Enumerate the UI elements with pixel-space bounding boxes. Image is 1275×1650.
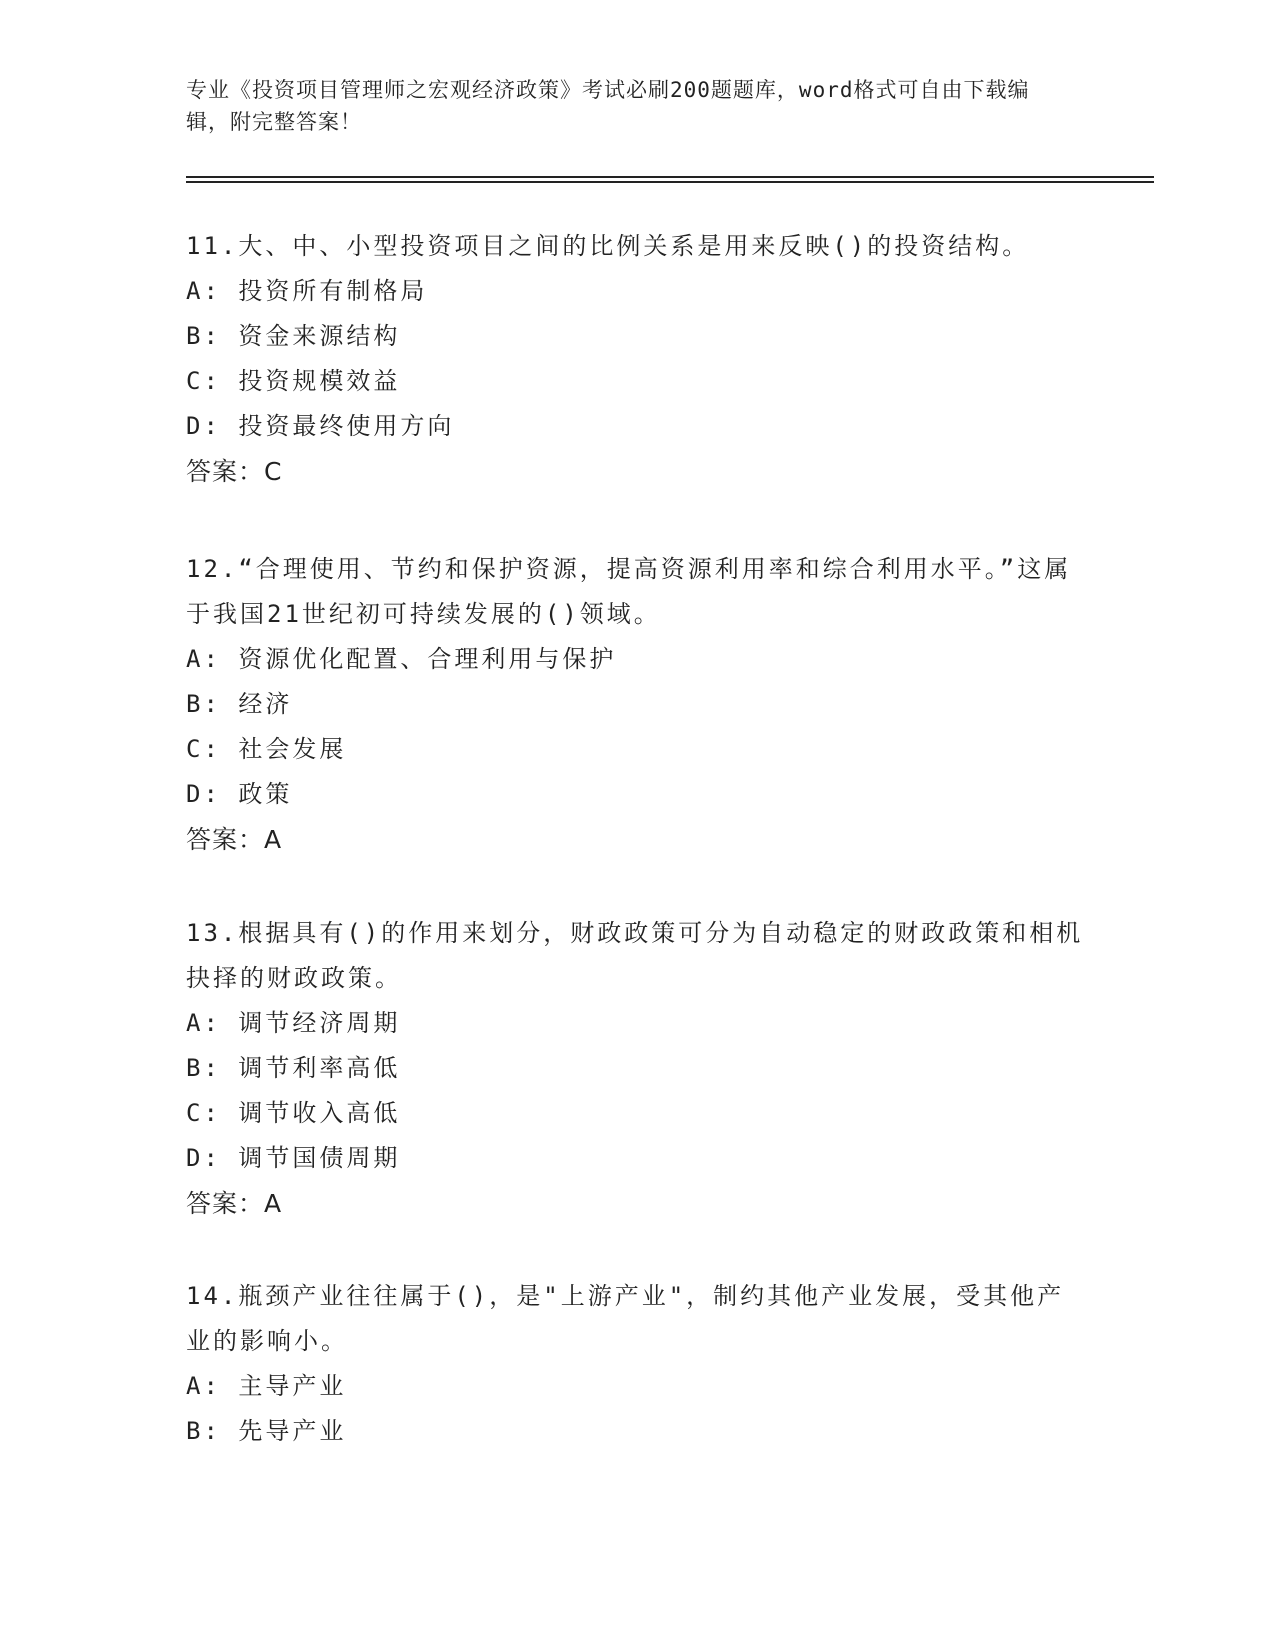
answer: 答案：A: [186, 825, 283, 854]
option-a: A: 资源优化配置、合理利用与保护: [186, 645, 617, 673]
question-stem: 14.瓶颈产业往往属于()，是"上游产业"，制约其他产业发展，受其他产业的影响小。: [186, 1282, 1065, 1355]
option-b: B: 资金来源结构: [186, 322, 401, 350]
option-a: A: 投资所有制格局: [186, 277, 428, 305]
header-divider-bottom: [186, 181, 1154, 183]
option-d: D: 政策: [186, 780, 293, 808]
option-b: B: 先导产业: [186, 1417, 347, 1445]
option-a: A: 主导产业: [186, 1372, 347, 1400]
header-divider-top: [186, 176, 1154, 178]
question-13: [186, 911, 1086, 1226]
answer: 答案：A: [186, 1189, 283, 1218]
option-b: B: 经济: [186, 690, 293, 718]
option-d: D: 投资最终使用方向: [186, 412, 455, 440]
question-stem: 13.根据具有()的作用来划分，财政政策可分为自动稳定的财政政策和相机抉择的财政政策。: [186, 919, 1084, 992]
document-header: 专业《投资项目管理师之宏观经济政策》考试必刷200题题库，word格式可自由下载编辑，附完整答案！: [186, 78, 1030, 134]
question-14: [186, 1274, 1086, 1454]
question-12: [186, 547, 1086, 862]
question-stem: 11.大、中、小型投资项目之间的比例关系是用来反映()的投资结构。: [186, 232, 1030, 260]
question-11: [186, 224, 1086, 494]
option-a: A: 调节经济周期: [186, 1009, 401, 1037]
option-b: B: 调节利率高低: [186, 1054, 401, 1082]
option-d: D: 调节国债周期: [186, 1144, 401, 1172]
option-c: C: 投资规模效益: [186, 367, 401, 395]
option-c: C: 调节收入高低: [186, 1099, 401, 1127]
answer: 答案：C: [186, 457, 283, 486]
question-stem: 12.“合理使用、节约和保护资源，提高资源利用率和综合利用水平。”这属于我国21世纪初可持续发展的()领域。: [186, 555, 1072, 628]
option-c: C: 社会发展: [186, 735, 347, 763]
